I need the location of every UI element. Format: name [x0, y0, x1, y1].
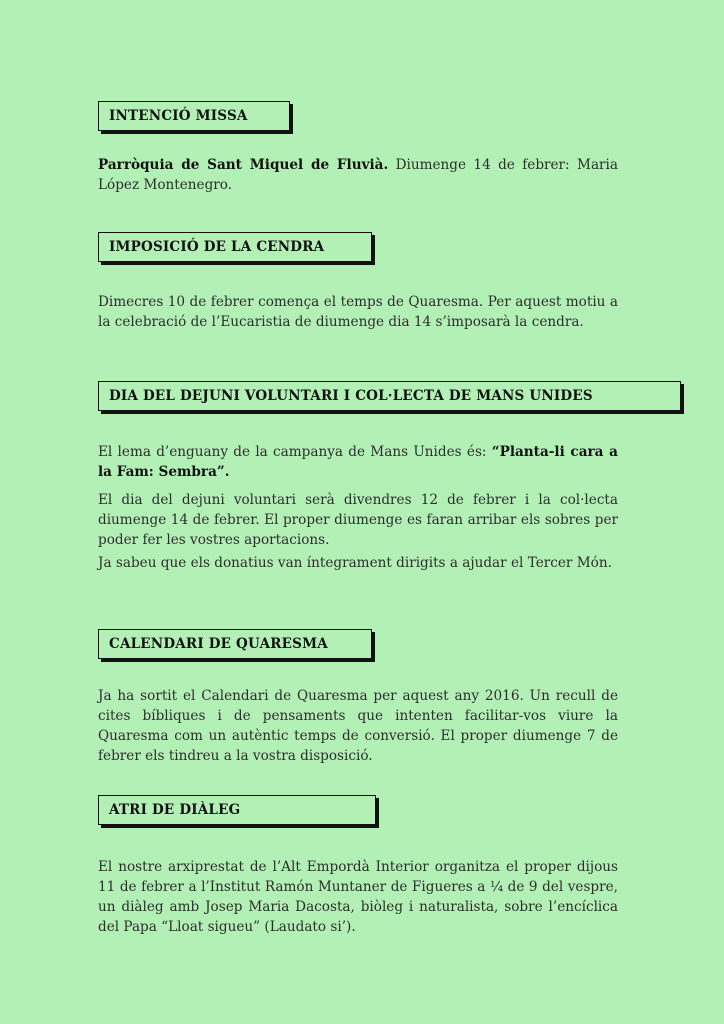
- paragraph-dejuni-dates: El dia del dejuni voluntari serà divendres 12 de febrer i la col·lecta diumenge 14 de febrer. El proper diumenge es faran arribar els sobres per poder fer les vostres aportacions.: [98, 492, 618, 548]
- paragraph-calendari: Ja ha sortit el Calendari de Quaresma per aquest any 2016. Un recull de cites bíbliques i de pensaments que intenten facilitar-vos viure la Quaresma com un autèntic temps de conversió. El proper diumenge 7 de febrer els tindreu a la vostra disposició.: [98, 688, 618, 764]
- paragraph-cendra: Dimecres 10 de febrer comença el temps de Quaresma. Per aquest motiu a la celebració de l’Eucaristia de diumenge dia 14 s’imposarà la cendra.: [98, 294, 618, 330]
- paragraph-lema: [98, 442, 618, 482]
- intencio-text: Diumenge 14 de febrer: Maria López Montenegro.: [98, 157, 618, 193]
- paragraph-atri: El nostre arxiprestat de l’Alt Empordà Interior organitza el proper dijous 11 de febrer a l’Institut Ramón Muntaner de Figueres a ¼ de 9 del vespre, un diàleg amb Josep Maria Dacosta, biòleg i naturalista, sobre l’encíclica del Papa “Lloat sigueu” (Laudato si’).: [98, 859, 618, 935]
- heading-text: CALENDARI DE QUARESMA: [109, 636, 328, 652]
- lema-slogan: “Planta-li cara a la Fam: Sembra”.: [98, 444, 618, 480]
- paragraph-donatius: Ja sabeu que els donatius van íntegrament dirigits a ajudar el Tercer Món.: [98, 555, 612, 571]
- section-heading-dejuni-mans-unides: [98, 381, 681, 411]
- paragraph-intencio: [98, 155, 618, 195]
- parish-name: Parròquia de Sant Miquel de Fluvià.: [98, 157, 389, 173]
- section-heading-atri-dialeg: [98, 795, 376, 825]
- heading-text: INTENCIÓ MISSA: [109, 108, 248, 124]
- heading-text: DIA DEL DEJUNI VOLUNTARI I COL·LECTA DE MANS UNIDES: [109, 388, 593, 404]
- heading-text: ATRI DE DIÀLEG: [109, 802, 241, 818]
- section-heading-imposicio-cendra: [98, 232, 372, 262]
- section-heading-intencio-missa: [98, 101, 290, 131]
- heading-text: IMPOSICIÓ DE LA CENDRA: [109, 239, 325, 255]
- section-heading-calendari-quaresma: [98, 629, 372, 659]
- lema-text: El lema d’enguany de la campanya de Mans Unides és:: [98, 444, 492, 460]
